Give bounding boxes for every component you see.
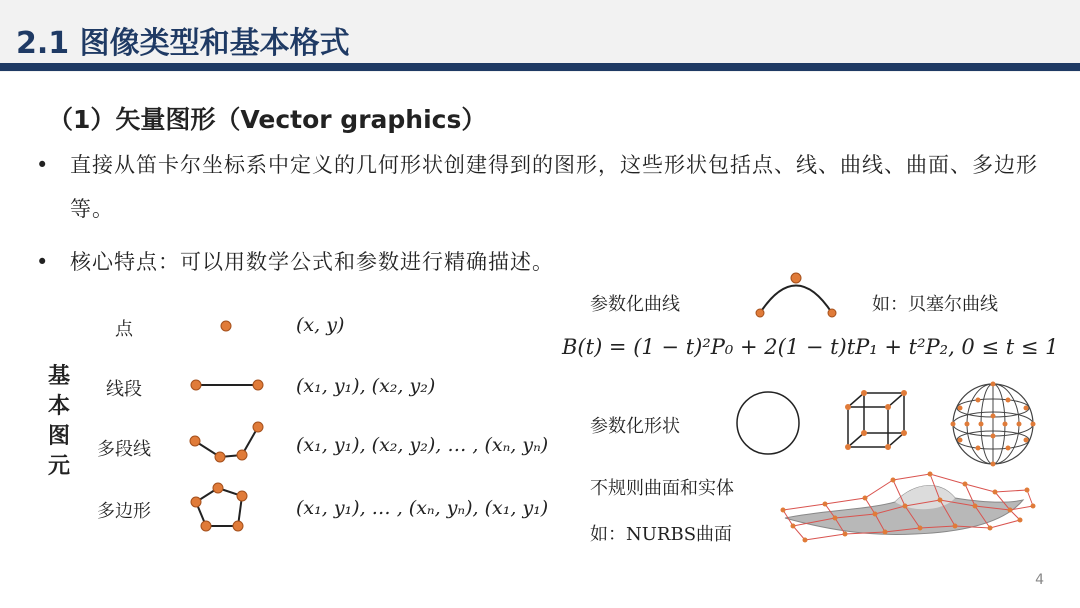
- segment-figure: [188, 375, 268, 395]
- polyline-formula: (x₁, y₁), (x₂, y₂), … , (xₙ, yₙ): [296, 434, 549, 456]
- bezier-formula: B(t) = (1 − t)²P₀ + 2(1 − t)tP₁ + t²P₂, 0 ≤ t ≤ 1: [562, 335, 1059, 359]
- polygon-formula: (x₁, y₁), … , (xₙ, yₙ), (x₁, y₁): [296, 497, 549, 519]
- page-number: 4: [1035, 572, 1044, 588]
- polygon-figure: [188, 480, 258, 540]
- bezier-example-label: 如：贝塞尔曲线: [872, 294, 998, 315]
- point-figure: [215, 318, 239, 336]
- section-heading: （1）矢量图形（Vector graphics）: [48, 105, 487, 134]
- sphere-figure: [948, 378, 1038, 470]
- point-label: 点: [115, 319, 133, 340]
- point-formula: (x, y): [296, 314, 345, 336]
- segment-formula: (x₁, y₁), (x₂, y₂): [296, 375, 436, 397]
- title-divider: [0, 63, 1080, 71]
- bullet-dot: •: [36, 250, 49, 274]
- parametric-curve-label: 参数化曲线: [590, 294, 680, 315]
- nurbs-example-label: 如：NURBS曲面: [590, 524, 733, 545]
- cube-figure: [840, 385, 912, 457]
- segment-label: 线段: [106, 379, 142, 400]
- circle-figure: [733, 388, 803, 458]
- bullet-text: 核心特点：可以用数学公式和参数进行精确描述。: [70, 250, 554, 274]
- polyline-label: 多段线: [97, 439, 151, 460]
- parametric-shape-label: 参数化形状: [590, 416, 680, 437]
- slide-title: 2.1 图像类型和基本格式: [16, 26, 350, 61]
- primitives-group-label: 基 本 图 元: [47, 364, 70, 479]
- bullet-text: 直接从笛卡尔坐标系中定义的几何形状创建得到的图形，这些形状包括点、线、曲线、曲面、多边形等。: [70, 153, 1038, 221]
- irregular-surface-label: 不规则曲面和实体: [590, 478, 734, 499]
- polygon-label: 多边形: [97, 501, 151, 522]
- polyline-figure: [185, 415, 270, 465]
- bezier-curve-figure: [752, 268, 844, 322]
- nurbs-surface-figure: [765, 470, 1035, 548]
- bullet-dot: •: [36, 153, 49, 177]
